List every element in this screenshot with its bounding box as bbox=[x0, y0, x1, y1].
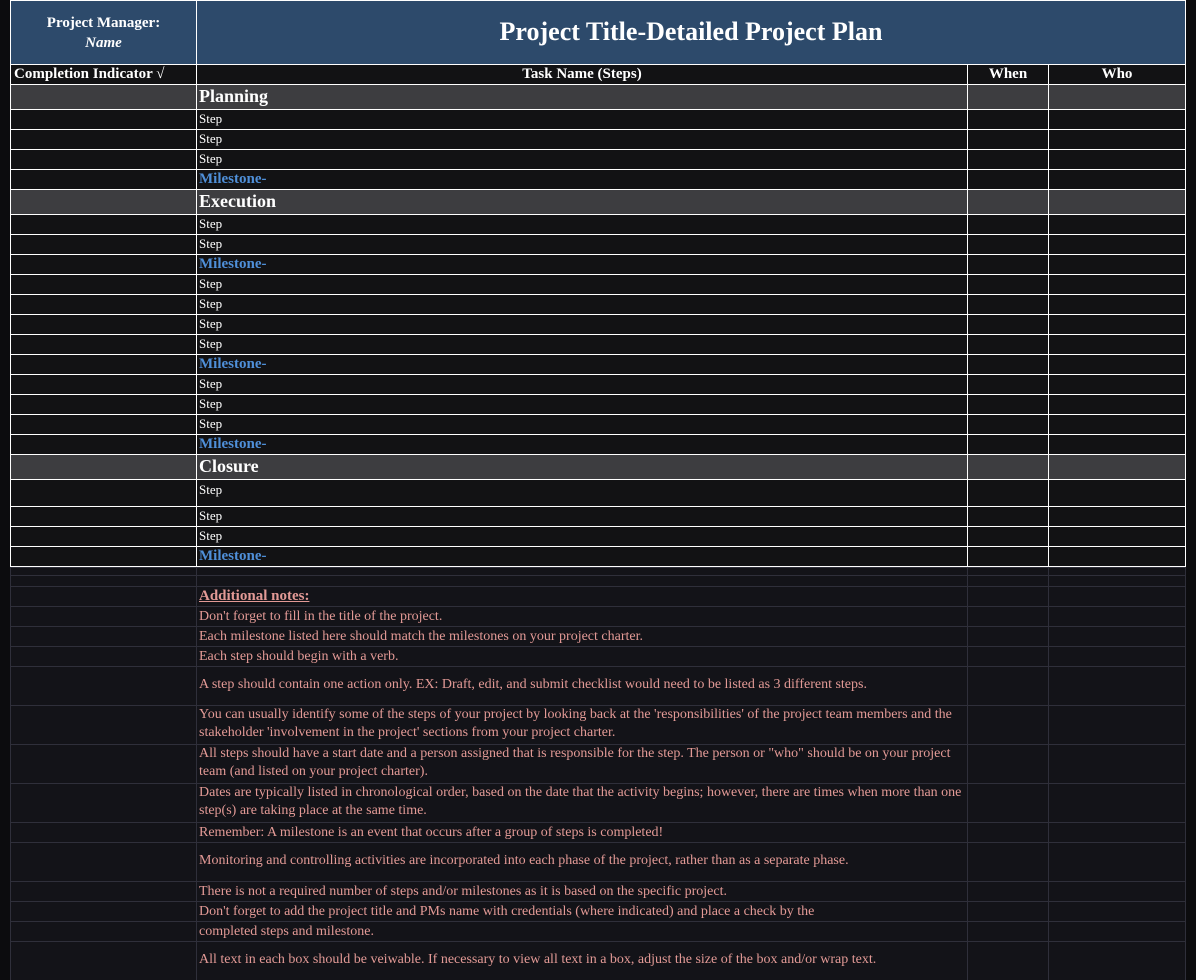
note-text: All text in each box should be veiwable. If necessary to view all text in a box, adjust the size of the box and/or wrap text. bbox=[197, 942, 968, 980]
note-row bbox=[10, 784, 1186, 823]
completion-cell[interactable] bbox=[10, 415, 197, 435]
who-cell[interactable] bbox=[1049, 455, 1186, 480]
project-manager-cell[interactable] bbox=[10, 0, 197, 65]
empty-cell[interactable] bbox=[1049, 843, 1186, 882]
who-cell[interactable] bbox=[1049, 547, 1186, 567]
empty-cell[interactable] bbox=[1049, 627, 1186, 647]
note-text: A step should contain one action only. EX: Draft, edit, and submit checklist would need to be listed as 3 different steps. bbox=[197, 667, 968, 706]
when-cell[interactable] bbox=[968, 275, 1049, 295]
step-cell[interactable]: Step bbox=[197, 527, 968, 547]
empty-cell[interactable] bbox=[1049, 706, 1186, 745]
milestone-row bbox=[10, 547, 1186, 567]
note-row bbox=[10, 745, 1186, 784]
phase-label[interactable]: Closure bbox=[197, 455, 968, 480]
when-cell[interactable] bbox=[968, 335, 1049, 355]
step-cell[interactable]: Step bbox=[197, 335, 968, 355]
column-header-row bbox=[10, 65, 1186, 85]
project-manager-label: Project Manager: bbox=[46, 15, 161, 31]
project-manager-name: Name bbox=[85, 35, 122, 51]
completion-cell[interactable] bbox=[10, 395, 197, 415]
completion-cell[interactable] bbox=[10, 455, 197, 480]
step-cell[interactable]: Step bbox=[197, 110, 968, 130]
empty-cell[interactable] bbox=[968, 607, 1049, 627]
milestone-cell[interactable]: Milestone- bbox=[197, 547, 968, 567]
empty-cell[interactable] bbox=[968, 587, 1049, 607]
when-cell[interactable] bbox=[968, 295, 1049, 315]
note-text: Monitoring and controlling activities are incorporated into each phase of the project, rather than as a separate phase. bbox=[197, 843, 968, 882]
who-cell[interactable] bbox=[1049, 315, 1186, 335]
step-row bbox=[10, 480, 1186, 507]
empty-cell[interactable] bbox=[197, 576, 968, 587]
who-cell[interactable] bbox=[1049, 85, 1186, 110]
completion-cell[interactable] bbox=[10, 170, 197, 190]
completion-cell[interactable] bbox=[10, 235, 197, 255]
step-cell[interactable]: Step bbox=[197, 507, 968, 527]
step-row bbox=[10, 395, 1186, 415]
empty-cell[interactable] bbox=[10, 745, 197, 784]
completion-cell[interactable] bbox=[10, 315, 197, 335]
step-row bbox=[10, 335, 1186, 355]
note-row bbox=[10, 922, 1186, 942]
empty-cell[interactable] bbox=[10, 587, 197, 607]
who-cell[interactable] bbox=[1049, 295, 1186, 315]
empty-cell[interactable] bbox=[968, 706, 1049, 745]
who-cell[interactable] bbox=[1049, 215, 1186, 235]
empty-cell[interactable] bbox=[1049, 647, 1186, 667]
step-cell[interactable]: Step bbox=[197, 480, 968, 507]
spacer-row bbox=[10, 576, 1186, 587]
empty-cell[interactable] bbox=[1049, 902, 1186, 922]
who-cell[interactable] bbox=[1049, 150, 1186, 170]
empty-cell[interactable] bbox=[968, 902, 1049, 922]
empty-cell[interactable] bbox=[1049, 823, 1186, 843]
who-cell[interactable] bbox=[1049, 527, 1186, 547]
note-text: Don't forget to add the project title and PMs name with credentials (where indicated) and place a check by the bbox=[197, 902, 968, 922]
who-cell[interactable] bbox=[1049, 130, 1186, 150]
who-cell[interactable] bbox=[1049, 275, 1186, 295]
completion-indicator-header: Completion Indicator √ bbox=[10, 65, 197, 85]
who-cell[interactable] bbox=[1049, 335, 1186, 355]
note-text: Remember: A milestone is an event that occurs after a group of steps is completed! bbox=[197, 823, 968, 843]
empty-cell[interactable] bbox=[968, 843, 1049, 882]
when-cell[interactable] bbox=[968, 435, 1049, 455]
completion-cell[interactable] bbox=[10, 150, 197, 170]
milestone-cell[interactable]: Milestone- bbox=[197, 355, 968, 375]
when-cell[interactable] bbox=[968, 355, 1049, 375]
completion-cell[interactable] bbox=[10, 375, 197, 395]
who-cell[interactable] bbox=[1049, 480, 1186, 507]
when-cell[interactable] bbox=[968, 150, 1049, 170]
step-cell[interactable]: Step bbox=[197, 315, 968, 335]
phase-row-planning bbox=[10, 85, 1186, 110]
when-cell[interactable] bbox=[968, 215, 1049, 235]
who-cell[interactable] bbox=[1049, 395, 1186, 415]
spacer-row bbox=[10, 567, 1186, 576]
note-row bbox=[10, 607, 1186, 627]
empty-cell[interactable] bbox=[10, 627, 197, 647]
when-header: When bbox=[968, 65, 1049, 85]
completion-cell[interactable] bbox=[10, 547, 197, 567]
empty-cell[interactable] bbox=[1049, 607, 1186, 627]
completion-cell[interactable] bbox=[10, 335, 197, 355]
when-cell[interactable] bbox=[968, 375, 1049, 395]
empty-cell[interactable] bbox=[10, 942, 197, 980]
empty-cell[interactable] bbox=[968, 942, 1049, 980]
when-cell[interactable] bbox=[968, 130, 1049, 150]
empty-cell[interactable] bbox=[10, 922, 197, 942]
step-row bbox=[10, 235, 1186, 255]
when-cell[interactable] bbox=[968, 547, 1049, 567]
empty-cell[interactable] bbox=[10, 576, 197, 587]
project-title[interactable]: Project Title-Detailed Project Plan bbox=[197, 0, 1186, 65]
completion-cell[interactable] bbox=[10, 295, 197, 315]
step-row bbox=[10, 150, 1186, 170]
empty-cell[interactable] bbox=[968, 922, 1049, 942]
when-cell[interactable] bbox=[968, 315, 1049, 335]
when-cell[interactable] bbox=[968, 85, 1049, 110]
empty-cell[interactable] bbox=[10, 567, 197, 576]
notes-heading: Additional notes: bbox=[197, 587, 968, 607]
empty-cell[interactable] bbox=[968, 667, 1049, 706]
header-row bbox=[10, 0, 1186, 65]
empty-cell[interactable] bbox=[1049, 567, 1186, 576]
empty-cell[interactable] bbox=[10, 706, 197, 745]
who-cell[interactable] bbox=[1049, 435, 1186, 455]
phase-row-closure bbox=[10, 455, 1186, 480]
empty-cell[interactable] bbox=[968, 882, 1049, 902]
note-text: You can usually identify some of the steps of your project by looking back at the 'responsibilities' of the project team members and the stakeholder 'involvement in the project' sections from your project charter. bbox=[197, 706, 968, 745]
who-cell[interactable] bbox=[1049, 355, 1186, 375]
milestone-cell[interactable]: Milestone- bbox=[197, 435, 968, 455]
when-cell[interactable] bbox=[968, 507, 1049, 527]
step-row bbox=[10, 295, 1186, 315]
completion-cell[interactable] bbox=[10, 355, 197, 375]
note-text: Each step should begin with a verb. bbox=[197, 647, 968, 667]
step-row bbox=[10, 507, 1186, 527]
step-row bbox=[10, 415, 1186, 435]
empty-cell[interactable] bbox=[1049, 587, 1186, 607]
milestone-row bbox=[10, 255, 1186, 275]
phase-row-execution bbox=[10, 190, 1186, 215]
empty-cell[interactable] bbox=[968, 627, 1049, 647]
empty-cell[interactable] bbox=[1049, 942, 1186, 980]
completion-cell[interactable] bbox=[10, 110, 197, 130]
note-row bbox=[10, 647, 1186, 667]
step-row bbox=[10, 315, 1186, 335]
who-header: Who bbox=[1049, 65, 1186, 85]
who-cell[interactable] bbox=[1049, 375, 1186, 395]
completion-cell[interactable] bbox=[10, 130, 197, 150]
when-cell[interactable] bbox=[968, 527, 1049, 547]
when-cell[interactable] bbox=[968, 480, 1049, 507]
when-cell[interactable] bbox=[968, 255, 1049, 275]
empty-cell[interactable] bbox=[1049, 922, 1186, 942]
note-text: Each milestone listed here should match the milestones on your project charter. bbox=[197, 627, 968, 647]
note-row bbox=[10, 627, 1186, 647]
empty-cell[interactable] bbox=[10, 843, 197, 882]
note-row bbox=[10, 882, 1186, 902]
empty-cell[interactable] bbox=[10, 902, 197, 922]
empty-cell[interactable] bbox=[968, 576, 1049, 587]
empty-cell[interactable] bbox=[968, 647, 1049, 667]
who-cell[interactable] bbox=[1049, 235, 1186, 255]
step-row bbox=[10, 527, 1186, 547]
who-cell[interactable] bbox=[1049, 170, 1186, 190]
step-cell[interactable]: Step bbox=[197, 295, 968, 315]
empty-cell[interactable] bbox=[10, 647, 197, 667]
completion-cell[interactable] bbox=[10, 480, 197, 507]
empty-cell[interactable] bbox=[10, 882, 197, 902]
note-text: All steps should have a start date and a person assigned that is responsible for the step. The person or "who" should be on your project team (and listed on your project charter). bbox=[197, 745, 968, 784]
completion-cell[interactable] bbox=[10, 255, 197, 275]
empty-cell[interactable] bbox=[968, 567, 1049, 576]
completion-cell[interactable] bbox=[10, 435, 197, 455]
who-cell[interactable] bbox=[1049, 110, 1186, 130]
note-text: completed steps and milestone. bbox=[197, 922, 968, 942]
empty-cell[interactable] bbox=[1049, 667, 1186, 706]
milestone-cell[interactable]: Milestone- bbox=[197, 170, 968, 190]
empty-cell[interactable] bbox=[10, 607, 197, 627]
milestone-row bbox=[10, 435, 1186, 455]
empty-cell[interactable] bbox=[10, 823, 197, 843]
completion-cell[interactable] bbox=[10, 190, 197, 215]
completion-cell[interactable] bbox=[10, 527, 197, 547]
note-row bbox=[10, 902, 1186, 922]
when-cell[interactable] bbox=[968, 455, 1049, 480]
step-cell[interactable]: Step bbox=[197, 130, 968, 150]
step-row bbox=[10, 375, 1186, 395]
when-cell[interactable] bbox=[968, 170, 1049, 190]
empty-cell[interactable] bbox=[968, 784, 1049, 823]
empty-cell[interactable] bbox=[1049, 784, 1186, 823]
step-cell[interactable]: Step bbox=[197, 215, 968, 235]
empty-cell[interactable] bbox=[10, 667, 197, 706]
who-cell[interactable] bbox=[1049, 507, 1186, 527]
empty-cell[interactable] bbox=[10, 784, 197, 823]
note-row bbox=[10, 843, 1186, 882]
step-row bbox=[10, 275, 1186, 295]
when-cell[interactable] bbox=[968, 235, 1049, 255]
task-name-header: Task Name (Steps) bbox=[197, 65, 968, 85]
when-cell[interactable] bbox=[968, 190, 1049, 215]
notes-heading-row bbox=[10, 587, 1186, 607]
step-row bbox=[10, 215, 1186, 235]
who-cell[interactable] bbox=[1049, 415, 1186, 435]
completion-cell[interactable] bbox=[10, 85, 197, 110]
step-cell[interactable]: Step bbox=[197, 415, 968, 435]
note-text: Don't forget to fill in the title of the project. bbox=[197, 607, 968, 627]
note-row bbox=[10, 942, 1186, 980]
phase-label[interactable]: Execution bbox=[197, 190, 968, 215]
empty-cell[interactable] bbox=[1049, 745, 1186, 784]
note-row bbox=[10, 823, 1186, 843]
note-text: Dates are typically listed in chronological order, based on the date that the activity begins; however, there are times when more than one step(s) are taking place at the same time. bbox=[197, 784, 968, 823]
note-row bbox=[10, 667, 1186, 706]
milestone-cell[interactable]: Milestone- bbox=[197, 255, 968, 275]
step-cell[interactable]: Step bbox=[197, 375, 968, 395]
completion-cell[interactable] bbox=[10, 507, 197, 527]
who-cell[interactable] bbox=[1049, 190, 1186, 215]
milestone-row bbox=[10, 355, 1186, 375]
step-cell[interactable]: Step bbox=[197, 150, 968, 170]
completion-cell[interactable] bbox=[10, 215, 197, 235]
step-cell[interactable]: Step bbox=[197, 235, 968, 255]
completion-cell[interactable] bbox=[10, 275, 197, 295]
note-row bbox=[10, 706, 1186, 745]
note-text: There is not a required number of steps and/or milestones as it is based on the specific project. bbox=[197, 882, 968, 902]
when-cell[interactable] bbox=[968, 415, 1049, 435]
empty-cell[interactable] bbox=[197, 567, 968, 576]
project-plan-sheet bbox=[10, 0, 1186, 980]
when-cell[interactable] bbox=[968, 395, 1049, 415]
step-cell[interactable]: Step bbox=[197, 395, 968, 415]
when-cell[interactable] bbox=[968, 110, 1049, 130]
empty-cell[interactable] bbox=[968, 745, 1049, 784]
step-row bbox=[10, 110, 1186, 130]
step-row bbox=[10, 130, 1186, 150]
empty-cell[interactable] bbox=[1049, 576, 1186, 587]
phase-label[interactable]: Planning bbox=[197, 85, 968, 110]
step-cell[interactable]: Step bbox=[197, 275, 968, 295]
empty-cell[interactable] bbox=[1049, 882, 1186, 902]
who-cell[interactable] bbox=[1049, 255, 1186, 275]
milestone-row bbox=[10, 170, 1186, 190]
empty-cell[interactable] bbox=[968, 823, 1049, 843]
